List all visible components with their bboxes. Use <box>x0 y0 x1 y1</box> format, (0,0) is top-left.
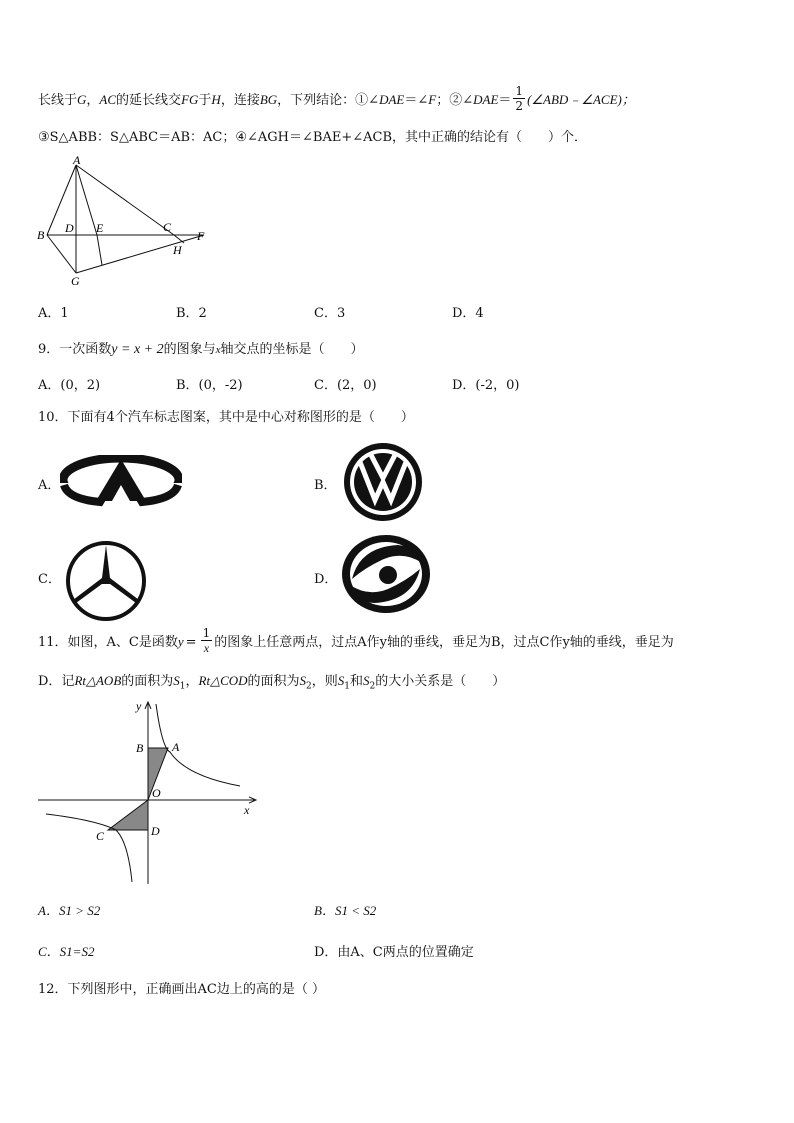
q10-option-a[interactable]: A． <box>38 478 61 493</box>
q11-option-b[interactable]: B．S1 < S2 <box>314 903 377 918</box>
q11-option-d[interactable]: D．由A、C两点的位置确定 <box>314 945 474 960</box>
q10-stem: 10．下面有4个汽车标志图案，其中是中心对称图形的是（ ） <box>38 410 414 425</box>
q8-option-d[interactable]: D．4 <box>452 306 484 321</box>
q10-option-b[interactable]: B． <box>314 478 337 493</box>
q11-label-b: B <box>136 741 144 755</box>
q11-label-x: x <box>244 803 250 817</box>
dongfeng-logo-icon <box>340 533 432 615</box>
q9-option-c[interactable]: C．(2，0) <box>314 378 377 393</box>
q8-option-a[interactable]: A．1 <box>38 306 69 321</box>
q8-label-g: G <box>71 274 80 288</box>
q11-line1: 11．如图，A、C是函数y = $\frac{1}{x}$ 的图象上任意两点，过点A作y轴的垂线，垂足为B，过点C作y轴的垂线，垂足为 <box>38 626 674 655</box>
q8-label-a: A <box>73 155 81 167</box>
q8-line1: 长线于G，AC的延长线交FG于H，连接BG，下列结论：①∠DAE＝∠F；②∠DAE＝ $\frac{1}{2}$ (∠ABD﹣∠ACE)； <box>38 84 635 113</box>
q11-label-a: A <box>172 740 180 754</box>
q11-label-c: C <box>96 829 105 843</box>
q8-option-c[interactable]: C．3 <box>314 306 346 321</box>
q8-label-b: B <box>37 228 45 242</box>
q11-option-c[interactable]: C．S1=S2 <box>38 944 95 959</box>
q11-label-d: D <box>151 824 160 838</box>
q11-option-a[interactable]: A．S1 > S2 <box>38 903 101 918</box>
q10-option-c[interactable]: C． <box>38 572 61 587</box>
q9-stem: 9．一次函数y = x + 2的图象与x轴交点的坐标是（ ） <box>38 342 364 357</box>
q8-label-d: D <box>65 221 74 235</box>
mercedes-logo-icon <box>64 540 148 622</box>
q9-option-b[interactable]: B．(0，-2) <box>176 378 243 393</box>
q11-hyperbola-branch-1 <box>156 704 240 786</box>
volkswagen-logo-icon <box>340 440 426 524</box>
q11-hyperbola-figure <box>36 696 264 888</box>
infiniti-logo-icon <box>60 455 182 507</box>
q11-triangle-cod <box>108 800 148 830</box>
q8-label-h: H <box>173 243 182 257</box>
q8-line2: ③S△ABB：S△ABC＝AB：AC；④∠AGH＝∠BAE+∠ACB，其中正确的结论有（ ）个． <box>38 130 588 145</box>
q11-label-y: y <box>136 699 142 713</box>
q8-label-e: E <box>96 221 104 235</box>
q11-fraction: $\frac{1}{x}$ <box>202 626 211 655</box>
q8-option-b[interactable]: B．2 <box>176 306 207 321</box>
q8-label-f: F <box>197 229 205 243</box>
q11-line2: D．记Rt△AOB的面积为$S_1$，Rt△COD的面积为$S_2$，则$S_1$和$S_2$的大小关系是（ ） <box>38 673 506 692</box>
q10-option-d[interactable]: D． <box>314 572 338 587</box>
q8-fraction: $\frac{1}{2}$ <box>515 84 524 113</box>
q9-option-d[interactable]: D．(-2，0) <box>452 378 520 393</box>
q12-stem: 12．下列图形中，正确画出AC边上的高的是（ ） <box>38 982 326 997</box>
q8-triangle-figure <box>34 155 214 290</box>
q8-label-c: C <box>163 220 172 234</box>
q9-option-a[interactable]: A．(0，2) <box>38 378 101 393</box>
q11-label-o: O <box>152 786 161 800</box>
